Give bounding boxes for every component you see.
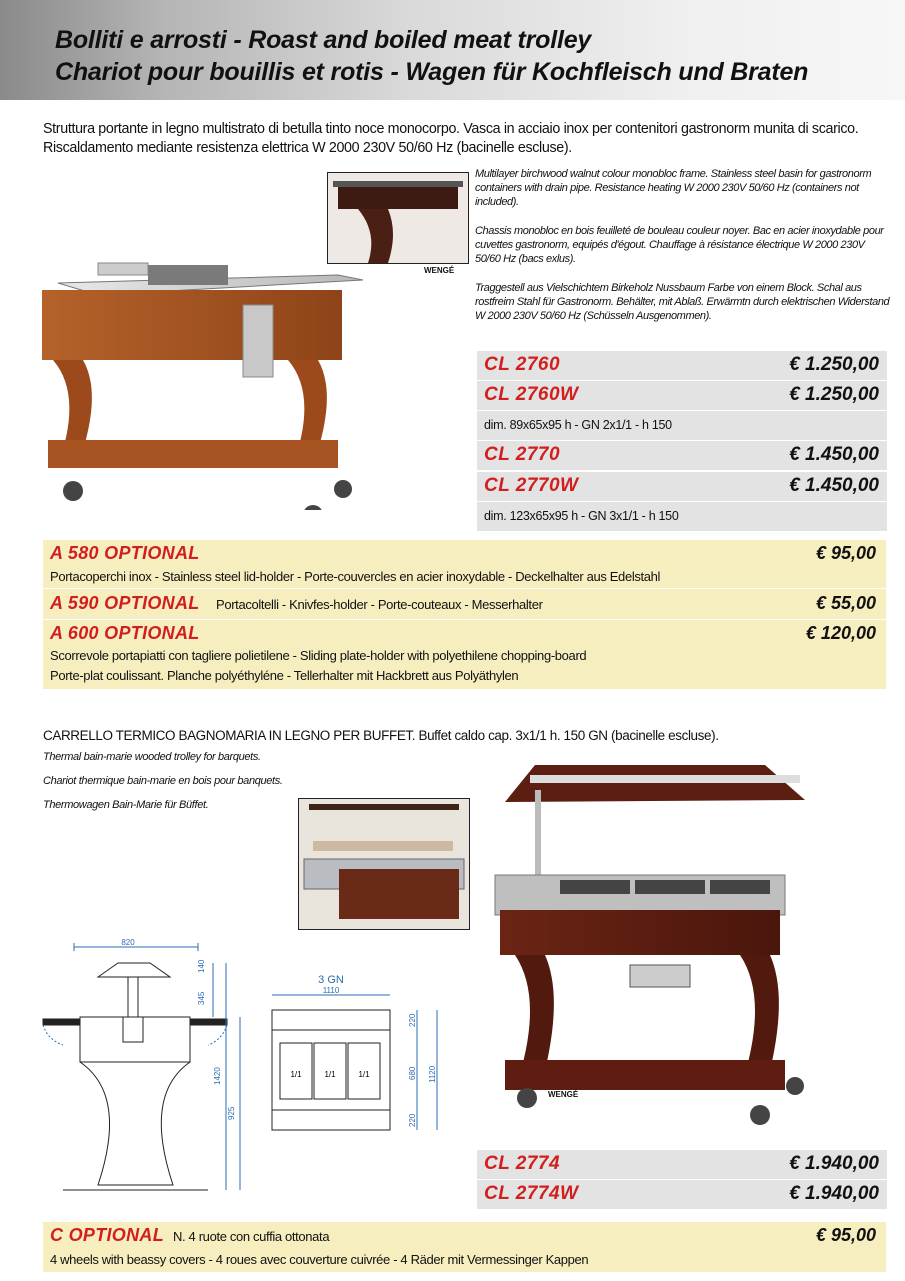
product-row-cl2760w bbox=[477, 381, 887, 410]
wenge-inset-photo bbox=[327, 172, 469, 264]
dim-820: 820 bbox=[121, 938, 135, 947]
product-code: CL 2770W bbox=[484, 475, 579, 496]
dimension-text: dim. 123x65x95 h - GN 3x1/1 - h 150 bbox=[484, 509, 679, 523]
buffet-detail-photo bbox=[298, 798, 470, 930]
desc-english: Multilayer birchwood walnut colour monobloc frame. Stainless steel basin for gastronorm containers with drain pipe. Resistance heating W 2000 230V 50/60 Hz (containers not included). bbox=[475, 168, 872, 208]
gn-label: 3 GN bbox=[318, 974, 344, 986]
desc-french: Chassis monobloc en bois feuilleté de bouleau couleur noyer. Bac en acier inoxydable pour cuvettes gastronorm, equipés d'égout. Chauffage à résistance électrique W 2000 230V 50/60 Hz (bacs exlus). bbox=[475, 225, 884, 265]
product-row-cl2774w bbox=[477, 1180, 887, 1209]
wenge-label-2: WENGÉ bbox=[548, 1090, 579, 1099]
dim-220a: 220 bbox=[408, 1013, 417, 1027]
option-text-a600-line1: Scorrevole portapiatti con tagliere polietilene - Sliding plate-holder with polyethilene chopping-board bbox=[50, 648, 587, 663]
option-inline-c: N. 4 ruote con cuffia ottonata bbox=[173, 1229, 330, 1244]
dim-140: 140 bbox=[197, 959, 206, 973]
section2-desc-fr: Chariot thermique bain-marie en bois pour banquets. bbox=[43, 775, 283, 787]
header-banner bbox=[0, 0, 905, 100]
option-divider bbox=[43, 588, 886, 589]
pan-3: 1/1 bbox=[358, 1070, 370, 1079]
product-price: € 1.450,00 bbox=[789, 444, 879, 465]
dimension-row-1 bbox=[477, 411, 887, 440]
side-view-drawing bbox=[38, 935, 253, 1215]
option-code-a590: A 590 OPTIONAL bbox=[50, 593, 200, 613]
product-row-cl2760 bbox=[477, 351, 887, 380]
option-price-a590: € 55,00 bbox=[815, 593, 876, 613]
dimension-text: dim. 89x65x95 h - GN 2x1/1 - h 150 bbox=[484, 418, 672, 432]
option-price-c: € 95,00 bbox=[815, 1225, 876, 1245]
product-price: € 1.450,00 bbox=[789, 475, 879, 496]
options-box bbox=[43, 540, 886, 689]
option-text-a580: Portacoperchi inox - Stainless steel lid-holder - Porte-couvercles en acier inoxydable - Deckelhalter aus Edelstahl bbox=[50, 569, 661, 584]
option-divider bbox=[43, 619, 886, 620]
product-code: CL 2774 bbox=[484, 1153, 561, 1174]
section2-title: CARRELLO TERMICO BAGNOMARIA IN LEGNO PER BUFFET. Buffet caldo cap. 3x1/1 h. 150 GN (bacinelle escluse). bbox=[43, 728, 719, 743]
section2-desc-en: Thermal bain-marie wooded trolley for barquets. bbox=[43, 751, 261, 763]
dim-1120: 1120 bbox=[428, 1065, 437, 1083]
product-price: € 1.250,00 bbox=[789, 384, 879, 405]
product-row-cl2770w bbox=[477, 472, 887, 501]
product-code: CL 2770 bbox=[484, 444, 561, 465]
pan-2: 1/1 bbox=[324, 1070, 336, 1079]
option-code-a580: A 580 OPTIONAL bbox=[50, 543, 200, 563]
page-title-line2: Chariot pour bouillis et rotis - Wagen für Kochfleisch und Braten bbox=[55, 58, 809, 86]
page-title-line1: Bolliti e arrosti - Roast and boiled meat trolley bbox=[55, 26, 592, 54]
product-price: € 1.940,00 bbox=[789, 1183, 879, 1204]
meat-trolley-photo bbox=[38, 255, 368, 510]
option-text-a590: Portacoltelli - Knivfes-holder - Porte-couteaux - Messerhalter bbox=[216, 597, 543, 612]
c-option-box bbox=[43, 1222, 886, 1272]
dim-345: 345 bbox=[197, 991, 206, 1005]
section2-desc-de: Thermowagen Bain-Marie für Büffet. bbox=[43, 799, 209, 811]
option-text-a600-line2: Porte-plat coulissant. Planche polyéthyléne - Tellerhalter mit Hackbrett aus Polyäthylen bbox=[50, 668, 519, 683]
dim-1420: 1420 bbox=[213, 1067, 222, 1085]
option-text-c: 4 wheels with beassy covers - 4 roues avec couverture cuivrée - 4 Räder mit Vermessinger Kappen bbox=[50, 1252, 589, 1267]
product-code: CL 2760W bbox=[484, 384, 579, 405]
top-view-drawing bbox=[262, 965, 452, 1135]
option-code-a600: A 600 OPTIONAL bbox=[50, 623, 200, 643]
product-price: € 1.940,00 bbox=[789, 1153, 879, 1174]
product-row-cl2774 bbox=[477, 1150, 887, 1179]
intro-line2: Riscaldamento mediante resistenza elettrica W 2000 230V 50/60 Hz (bacinelle escluse). bbox=[43, 140, 572, 156]
dim-1110: 1110 bbox=[322, 986, 340, 995]
option-code-c: C OPTIONAL bbox=[50, 1225, 164, 1245]
dim-680: 680 bbox=[408, 1066, 417, 1080]
dim-925: 925 bbox=[227, 1106, 236, 1120]
option-price-a600: € 120,00 bbox=[805, 623, 876, 643]
product-row-cl2770 bbox=[477, 441, 887, 470]
pan-1: 1/1 bbox=[290, 1070, 302, 1079]
dim-220b: 220 bbox=[408, 1113, 417, 1127]
intro-line1: Struttura portante in legno multistrato di betulla tinto noce monocorpo. Vasca in acciaio inox per contenitori gastronorm munita di scarico. bbox=[43, 121, 859, 137]
product-code: CL 2760 bbox=[484, 354, 561, 375]
dimension-row-2 bbox=[477, 502, 887, 531]
desc-german: Traggestell aus Vielschichtem Birkeholz Nussbaum Farbe von einem Block. Schal aus rostfreim Stahl für Gastronorm. Behälter, mit Ablaß. Erwärmtn durch elektrischen Widerstand W 2000 230V 50/60 Hz (Schüsseln Ausgenommen). bbox=[475, 282, 890, 322]
product-code: CL 2774W bbox=[484, 1183, 579, 1204]
option-price-a580: € 95,00 bbox=[815, 543, 876, 563]
buffet-trolley-photo bbox=[475, 760, 815, 1135]
section1-intro bbox=[43, 120, 893, 158]
wenge-label-1: WENGÉ bbox=[424, 266, 455, 275]
product-price: € 1.250,00 bbox=[789, 354, 879, 375]
